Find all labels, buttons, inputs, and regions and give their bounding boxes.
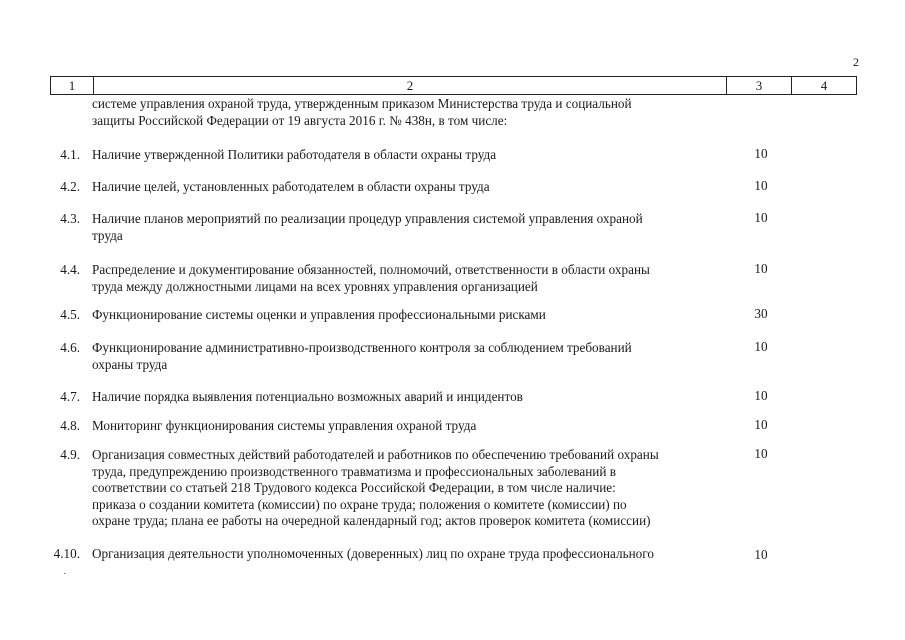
- item-line: труда: [92, 227, 123, 243]
- item-score: 10: [754, 261, 768, 276]
- intro-text: [92, 96, 724, 129]
- item-text: [92, 262, 724, 295]
- intro-line: защиты Российской Федерации от 19 августа 2016 г. № 438н, в том числе:: [92, 112, 508, 128]
- item-text: [92, 307, 724, 324]
- item-score: 10: [754, 388, 768, 403]
- item-number: 4.4.: [60, 262, 80, 277]
- item-line: Организация деятельности уполномоченных (доверенных) лиц по охране труда профессионального: [92, 546, 654, 561]
- item-number: 4.3.: [60, 211, 80, 226]
- item-line: Организация совместных действий работодателей и работников по обеспечению требований охраны: [92, 447, 659, 462]
- column-header-2: 2: [94, 77, 727, 95]
- item-text: [92, 389, 724, 406]
- item-number: 4.8.: [60, 418, 80, 433]
- item-line: Наличие утвержденной Политики работодателя в области охраны труда: [92, 147, 497, 162]
- item-line: Мониторинг функционирования системы управления охраной труда: [92, 418, 477, 433]
- item-line: соответствии со статьей 218 Трудового кодекса Российской Федерации, в том числе наличие:: [92, 480, 616, 495]
- item-score: 10: [754, 146, 768, 161]
- item-line: труда, предупреждению производственного травматизма и профессиональных заболеваний в: [92, 463, 616, 479]
- item-number: 4.5.: [60, 307, 80, 322]
- item-line: Распределение и документирование обязанностей, полномочий, ответственности в области охраны: [92, 262, 650, 277]
- scan-speck: ·: [63, 569, 67, 580]
- item-score: 10: [754, 547, 768, 562]
- item-number: 4.1.: [60, 147, 80, 162]
- item-number: 4.6.: [60, 340, 80, 355]
- item-line: охране труда; плана ее работы на очередной календарный год; актов проверок комитета (комиссии): [92, 513, 651, 528]
- item-score: 10: [754, 210, 768, 225]
- item-line: Наличие порядка выявления потенциально возможных аварий и инцидентов: [92, 389, 523, 404]
- item-line: приказа о создании комитета (комиссии) по охране труда; положения о комитете (комиссии) по: [92, 496, 627, 512]
- item-number: 4.9.: [60, 447, 80, 462]
- item-text: [92, 546, 724, 563]
- page-number: 2: [853, 55, 859, 69]
- item-score: 10: [754, 446, 768, 461]
- item-score: 10: [754, 417, 768, 432]
- item-text: [92, 179, 724, 196]
- column-header-1: 1: [51, 77, 94, 95]
- intro-line: системе управления охраной труда, утвержденным приказом Министерства труда и социальной: [92, 96, 632, 111]
- item-line: Функционирование административно-производственного контроля за соблюдением требований: [92, 340, 632, 355]
- item-line: Наличие планов мероприятий по реализации процедур управления системой управления охраной: [92, 211, 643, 226]
- item-line: Наличие целей, установленных работодателем в области охраны труда: [92, 179, 490, 194]
- item-text: [92, 340, 724, 373]
- item-line: труда между должностными лицами на всех уровнях управления организацией: [92, 278, 538, 294]
- item-score: 10: [754, 339, 768, 354]
- item-line: охраны труда: [92, 356, 168, 372]
- item-text: [92, 418, 724, 435]
- column-header-table: [50, 76, 857, 95]
- item-line: Функционирование системы оценки и управления профессиональными рисками: [92, 307, 546, 322]
- column-header-3: 3: [727, 77, 792, 95]
- item-score: 10: [754, 178, 768, 193]
- item-text: [92, 211, 724, 244]
- item-number: 4.2.: [60, 179, 80, 194]
- item-text: [92, 147, 724, 164]
- column-header-4: 4: [792, 77, 857, 95]
- item-score: 30: [754, 306, 768, 321]
- item-number: 4.7.: [60, 389, 80, 404]
- item-text: [92, 447, 724, 530]
- item-number: 4.10.: [53, 546, 80, 561]
